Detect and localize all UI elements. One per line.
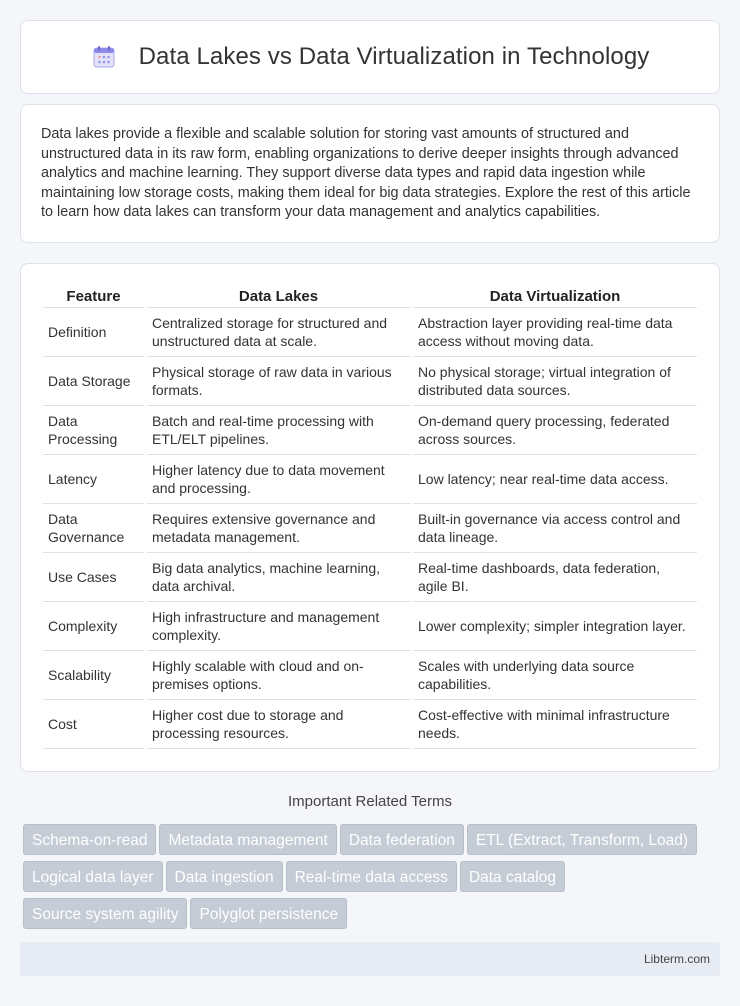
term-tag[interactable]: Polyglot persistence bbox=[190, 898, 347, 929]
term-tag[interactable]: Data ingestion bbox=[166, 861, 283, 892]
cell-data-lakes: Highly scalable with cloud and on-premises options. bbox=[147, 651, 410, 700]
cell-data-virtualization: Built-in governance via access control and data lineage. bbox=[413, 504, 697, 553]
cell-feature: Cost bbox=[43, 700, 144, 749]
cell-data-virtualization: Lower complexity; simpler integration layer. bbox=[413, 602, 697, 651]
table-row bbox=[43, 357, 697, 406]
term-tag[interactable]: Data catalog bbox=[460, 861, 565, 892]
footer: Libterm.com bbox=[20, 942, 720, 976]
table-row bbox=[43, 504, 697, 553]
header-data-lakes: Data Lakes bbox=[147, 284, 410, 308]
related-terms-heading: Important Related Terms bbox=[288, 793, 452, 810]
cell-feature: Data Governance bbox=[43, 504, 144, 553]
cell-feature: Data Processing bbox=[43, 406, 144, 455]
cell-feature: Use Cases bbox=[43, 553, 144, 602]
table-row bbox=[43, 308, 697, 357]
term-tag[interactable]: Source system agility bbox=[23, 898, 187, 929]
cell-data-lakes: Higher latency due to data movement and processing. bbox=[147, 455, 410, 504]
intro-card bbox=[20, 104, 720, 243]
cell-data-lakes: Big data analytics, machine learning, data archival. bbox=[147, 553, 410, 602]
cell-data-virtualization: Scales with underlying data source capabilities. bbox=[413, 651, 697, 700]
term-tag[interactable]: Metadata management bbox=[159, 824, 336, 855]
cell-feature: Complexity bbox=[43, 602, 144, 651]
calendar-icon bbox=[91, 44, 117, 70]
cell-data-virtualization: Low latency; near real-time data access. bbox=[413, 455, 697, 504]
cell-data-virtualization: On-demand query processing, federated across sources. bbox=[413, 406, 697, 455]
term-tag[interactable]: Schema-on-read bbox=[23, 824, 156, 855]
comparison-table bbox=[40, 284, 700, 749]
related-terms-list bbox=[23, 824, 723, 935]
cell-feature: Scalability bbox=[43, 651, 144, 700]
header-feature: Feature bbox=[43, 284, 144, 308]
cell-data-lakes: Physical storage of raw data in various formats. bbox=[147, 357, 410, 406]
table-row bbox=[43, 602, 697, 651]
term-tag[interactable]: Real-time data access bbox=[286, 861, 457, 892]
term-tag[interactable]: ETL (Extract, Transform, Load) bbox=[467, 824, 697, 855]
table-row bbox=[43, 553, 697, 602]
intro-paragraph: Data lakes provide a flexible and scalable solution for storing vast amounts of structured and unstructured data in its raw form, enabling organizations to derive deeper insights through advanced analytics and machine learning. They support diverse data types and rapid data ingestion while maintaining low storage costs, making them ideal for big data strategies. Explore the rest of this article to learn how data lakes can transform your data management and analytics capabilities. bbox=[41, 126, 691, 221]
cell-feature: Latency bbox=[43, 455, 144, 504]
page-title: Data Lakes vs Data Virtualization in Technology bbox=[138, 43, 650, 70]
table-row bbox=[43, 700, 697, 749]
cell-data-virtualization: Abstraction layer providing real-time data access without moving data. bbox=[413, 308, 697, 357]
header-data-virtualization: Data Virtualization bbox=[413, 284, 697, 308]
term-tag[interactable]: Logical data layer bbox=[23, 861, 163, 892]
cell-feature: Definition bbox=[43, 308, 144, 357]
cell-data-lakes: Batch and real-time processing with ETL/ELT pipelines. bbox=[147, 406, 410, 455]
cell-data-lakes: High infrastructure and management complexity. bbox=[147, 602, 410, 651]
title-card bbox=[20, 20, 720, 94]
cell-data-virtualization: Real-time dashboards, data federation, agile BI. bbox=[413, 553, 697, 602]
table-row bbox=[43, 455, 697, 504]
cell-data-lakes: Centralized storage for structured and unstructured data at scale. bbox=[147, 308, 410, 357]
cell-data-lakes: Higher cost due to storage and processing resources. bbox=[147, 700, 410, 749]
cell-feature: Data Storage bbox=[43, 357, 144, 406]
comparison-card bbox=[20, 263, 720, 772]
table-row bbox=[43, 406, 697, 455]
table-row bbox=[43, 651, 697, 700]
cell-data-virtualization: No physical storage; virtual integration of distributed data sources. bbox=[413, 357, 697, 406]
cell-data-lakes: Requires extensive governance and metadata management. bbox=[147, 504, 410, 553]
term-tag[interactable]: Data federation bbox=[340, 824, 464, 855]
table-header-row bbox=[43, 284, 697, 308]
cell-data-virtualization: Cost-effective with minimal infrastructure needs. bbox=[413, 700, 697, 749]
